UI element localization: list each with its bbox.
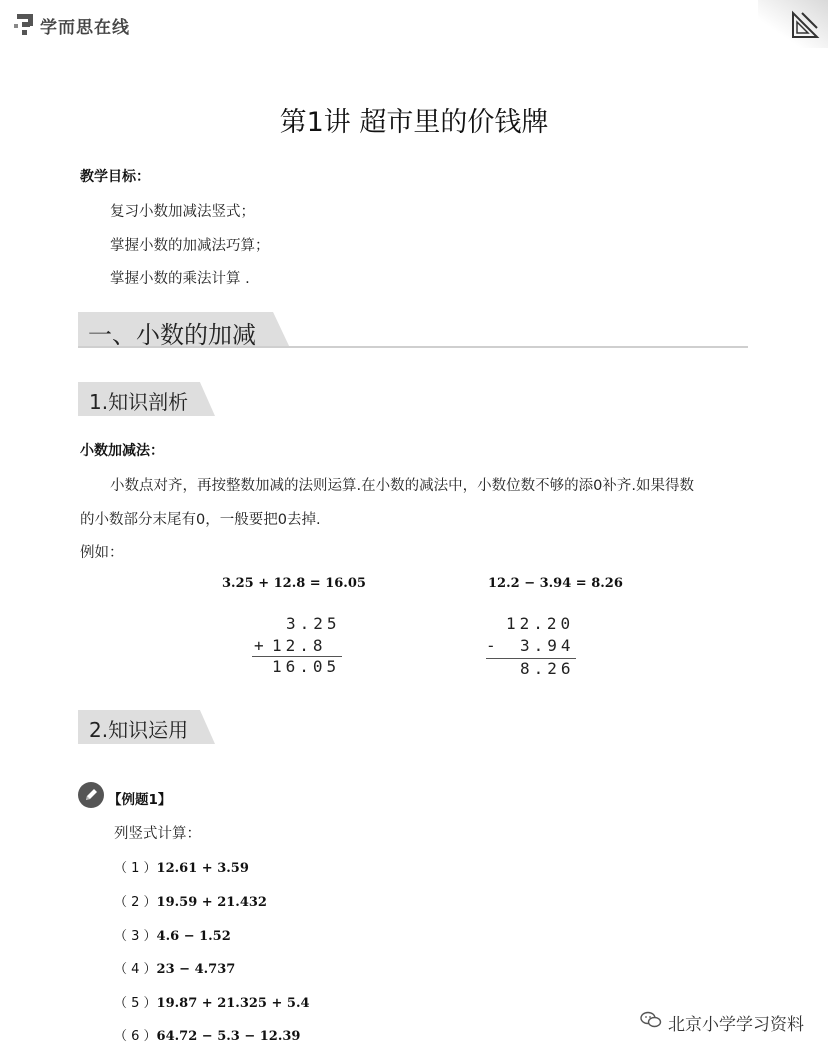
addition-operator: +: [254, 636, 268, 655]
problem-item: [114, 992, 310, 1011]
problem-item: [114, 958, 235, 977]
pencil-icon: [78, 782, 104, 808]
objectives-label: 教学目标：: [80, 169, 150, 185]
objective-item: 掌握小数的加减法巧算；: [110, 238, 270, 254]
addition-equation: 3.25 + 12.8 = 16.05: [222, 576, 366, 591]
example-label: 例如：: [80, 545, 124, 561]
addition-result: 16.05: [272, 657, 341, 676]
problem-expression: 19.87 + 21.325 + 5.4: [156, 996, 310, 1011]
subtraction-row2: 3.94: [520, 636, 575, 655]
objective-item: 掌握小数的乘法计算 .: [110, 271, 250, 287]
problem-expression: 64.72 − 5.3 − 12.39: [156, 1029, 301, 1044]
problem-expression: 23 − 4.737: [156, 962, 236, 977]
example1-instruction: 列竖式计算：: [114, 826, 201, 842]
problem-expression: 12.61 + 3.59: [156, 861, 249, 876]
subtraction-equation: 12.2 − 3.94 = 8.26: [488, 576, 623, 591]
objective-item: 复习小数加减法竖式；: [110, 204, 255, 220]
brand-logo: [14, 10, 130, 40]
problem-item: [114, 891, 267, 910]
lesson-title: 第1讲 超市里的价钱牌: [279, 107, 549, 138]
problem-item: [114, 1025, 300, 1044]
problem-number: （ 2 ）: [114, 895, 157, 910]
addition-row1: 3.25: [286, 614, 341, 633]
problem-item: [114, 857, 249, 876]
subtraction-result: 8.26: [520, 659, 575, 678]
watermark: [640, 1010, 804, 1035]
problem-number: （ 4 ）: [114, 962, 157, 977]
problem-expression: 19.59 + 21.432: [156, 895, 267, 910]
problem-number: （ 6 ）: [114, 1029, 157, 1044]
section-title: 一、小数的加减: [88, 321, 256, 349]
problem-number: （ 1 ）: [114, 861, 157, 876]
problem-number: （ 5 ）: [114, 996, 157, 1011]
example1-label: 【例题1】: [108, 792, 172, 808]
subtraction-row1: 12.20: [506, 614, 575, 633]
logo-mark-icon: [14, 12, 36, 38]
ruler-triangle-icon: [790, 10, 820, 40]
logo-text: 学而思在线: [40, 17, 130, 38]
problem-item: [114, 925, 231, 944]
wechat-icon: [640, 1011, 662, 1034]
addition-row2: 12.8: [272, 636, 327, 655]
problem-expression: 4.6 − 1.52: [156, 929, 231, 944]
subsection-title: 1.知识剖析: [89, 390, 189, 414]
knowledge-text: 小数点对齐，再按整数加减的法则运算.在小数的减法中，小数位数不够的添0补齐.如果得数: [110, 478, 694, 494]
subtraction-operator: -: [486, 636, 500, 655]
subsection-title: 2.知识运用: [89, 718, 189, 742]
problem-number: （ 3 ）: [114, 929, 157, 944]
knowledge-label: 小数加减法：: [80, 443, 164, 459]
knowledge-text: 的小数部分末尾有0，一般要把0去掉.: [80, 512, 321, 528]
watermark-text: 北京小学学习资料: [668, 1015, 804, 1035]
